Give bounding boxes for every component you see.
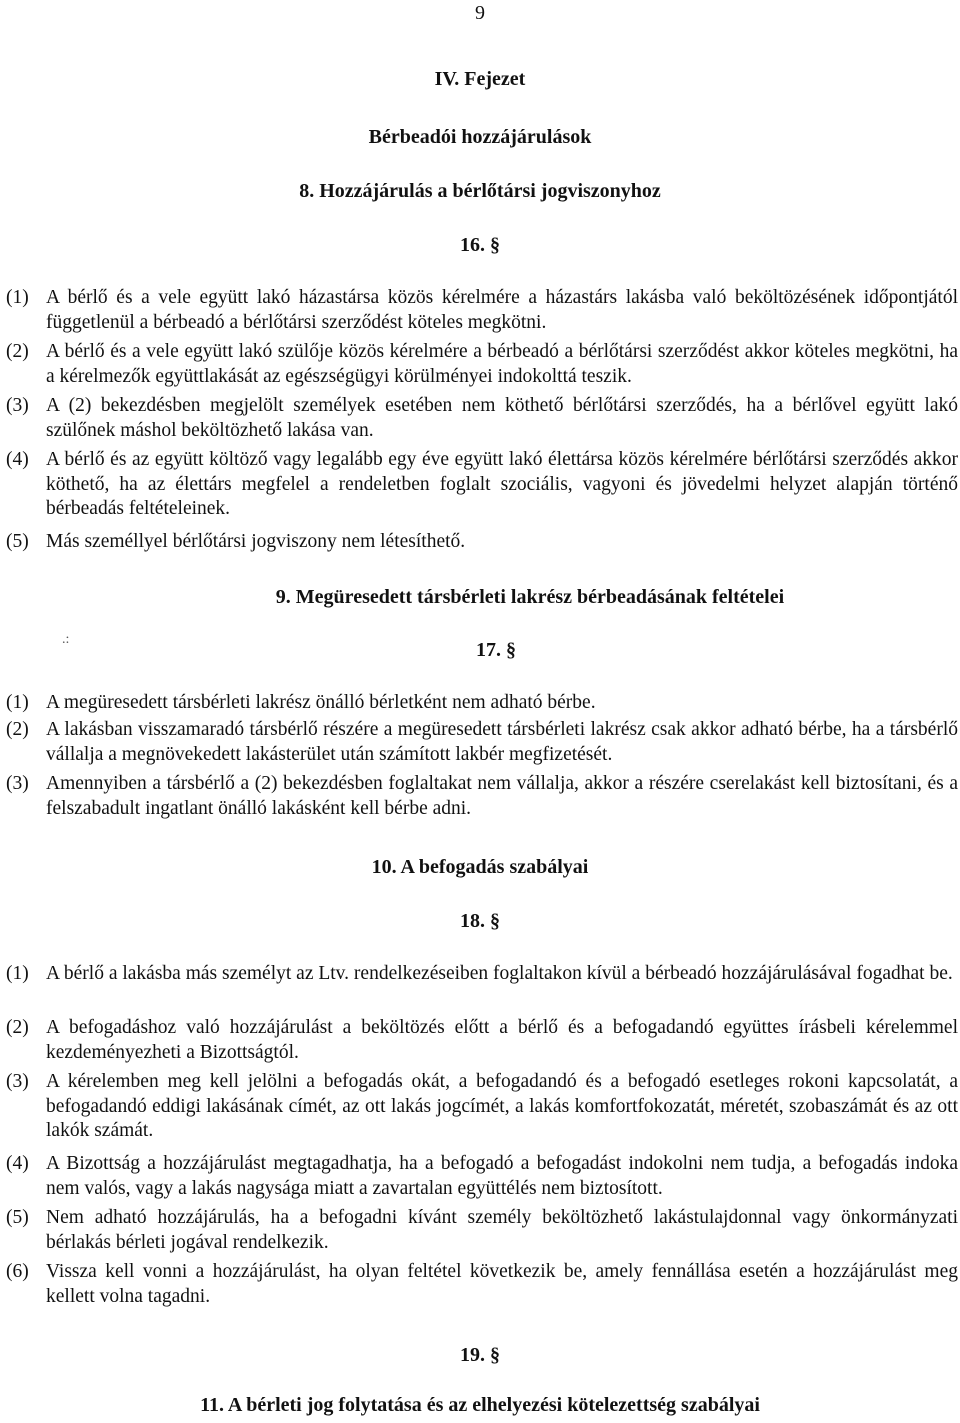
paragraph-18-2 (6, 1016, 958, 1065)
paragraph-text: A befogadáshoz való hozzájárulást a beköltözés előtt a bérlő és a befogadandó együttes írásbeli kérelemmel kezdeményezheti a Bizottságtól. (46, 1017, 958, 1063)
paragraph-16-5 (6, 530, 958, 555)
paragraph-index: (1) (6, 287, 29, 308)
paragraph-text: A lakásban visszamaradó társbérlő részére a megüresedett társbérleti lakrész csak akkor adható bérbe, ha a társbérlő vállalja a megnövekedett lakásterület után számított lakbér megfizetését. (46, 719, 958, 765)
paragraph-index: (6) (6, 1261, 29, 1282)
section-title-9: 9. Megüresedett társbérleti lakrész bérbeadásának feltételei (275, 586, 785, 608)
paragraph-text: Vissza kell vonni a hozzájárulást, ha olyan feltétel következik be, amely fennállása esetén a hozzájárulást meg kellett volna tagadni. (46, 1261, 958, 1307)
paragraph-text: Amennyiben a társbérlő a (2) bekezdésben foglaltakat nem vállalja, akkor a részére cserelakást kell biztosítani, és a felszabadult ingatlant önálló lakásként kell bérbe adni. (46, 773, 958, 819)
paragraph-text: A megüresedett társbérleti lakrész önálló bérletként nem adható bérbe. (46, 692, 596, 713)
chapter-heading: IV. Fejezet (434, 68, 526, 90)
paragraph-17-1 (6, 691, 958, 716)
paragraph-index: (2) (6, 719, 29, 740)
paragraph-16-3 (6, 394, 958, 443)
page-number: 9 (475, 2, 485, 24)
section-title-11: 11. A bérleti jog folytatása és az elhelyezési kötelezettség szabályai (200, 1394, 760, 1416)
paragraph-index: (3) (6, 395, 29, 416)
paragraph-text: Más személlyel bérlőtársi jogviszony nem létesíthető. (46, 531, 466, 552)
paragraph-17-2 (6, 718, 958, 767)
paragraph-number-17: 17. § (476, 639, 516, 661)
paragraph-text: Nem adható hozzájárulás, ha a befogadni kívánt személy beköltözhető lakástulajdonnal vagy önkormányzati bérlakás bérleti jogával rendelkezik. (46, 1207, 958, 1253)
paragraph-number-18: 18. § (460, 910, 500, 932)
paragraph-text: A Bizottság a hozzájárulást megtagadhatja, ha a befogadó a befogadást indokolni nem tudja, a befogadás indoka nem valós, vagy a lakás nagysága miatt a zavartalan együttélés nem biztosított. (46, 1153, 958, 1199)
paragraph-number-19: 19. § (460, 1344, 500, 1366)
section-title-10: 10. A befogadás szabályai (371, 856, 589, 878)
paragraph-18-3 (6, 1070, 958, 1144)
paragraph-text: A bérlő és az együtt költöző vagy legalább egy éve együtt lakó élettársa közös kérelmére bérlőtársi szerződés akkor köthető, ha az élettárs megfelel a rendeletben foglalt szociális, vagyoni és jövedelmi helyzet alapján történő bérbeadás feltételeinek. (46, 449, 958, 519)
paragraph-16-2 (6, 340, 958, 389)
paragraph-text: A bérlő és a vele együtt lakó szülője közös kérelmére a bérbeadó a bérlőtársi szerződést akkor köteles megkötni, ha a kérelmezők együttlakását az egészségügyi körülményei indokolttá teszik. (46, 341, 958, 387)
paragraph-index: (2) (6, 341, 29, 362)
paragraph-18-1 (6, 962, 958, 987)
paragraph-text: A kérelemben meg kell jelölni a befogadás okát, a befogadandó és a befogadó esetleges rokoni kapcsolatát, a befogadandó eddigi lakásának címét, az ott lakás jogcímét, a lakás komfortfokozatát, méretét, szobaszámát és az ott lakók számát. (46, 1071, 958, 1141)
paragraph-index: (1) (6, 692, 29, 713)
paragraph-index: (1) (6, 963, 29, 984)
paragraph-index: (4) (6, 1153, 29, 1174)
paragraph-16-4 (6, 448, 958, 522)
paragraph-18-4 (6, 1152, 958, 1201)
paragraph-index: (4) (6, 449, 29, 470)
paragraph-text: A bérlő és a vele együtt lakó házastársa közös kérelmére a házastárs lakásba való beköltözésének időpontjától függetlenül a bérbeadó a bérlőtársi szerződést köteles megkötni. (46, 287, 958, 333)
scan-mark: .: (62, 632, 70, 647)
paragraph-index: (2) (6, 1017, 29, 1038)
paragraph-index: (5) (6, 531, 29, 552)
paragraph-17-3 (6, 772, 958, 821)
paragraph-text: A (2) bekezdésben megjelölt személyek esetében nem köthető bérlőtársi szerződés, ha a bérlővel együtt lakó szülőnek máshol beköltözhető lakása van. (46, 395, 958, 441)
paragraph-number-16: 16. § (460, 234, 500, 256)
paragraph-index: (5) (6, 1207, 29, 1228)
paragraph-index: (3) (6, 773, 29, 794)
paragraph-18-6 (6, 1260, 958, 1309)
paragraph-16-1 (6, 286, 958, 335)
paragraph-18-5 (6, 1206, 958, 1255)
chapter-title: Bérbeadói hozzájárulások (368, 126, 592, 148)
paragraph-text: A bérlő a lakásba más személyt az Ltv. rendelkezéseiben foglaltakon kívül a bérbeadó hozzájárulásával fogadhat be. (46, 963, 953, 984)
section-title-8: 8. Hozzájárulás a bérlőtársi jogviszonyhoz (299, 180, 661, 202)
paragraph-index: (3) (6, 1071, 29, 1092)
